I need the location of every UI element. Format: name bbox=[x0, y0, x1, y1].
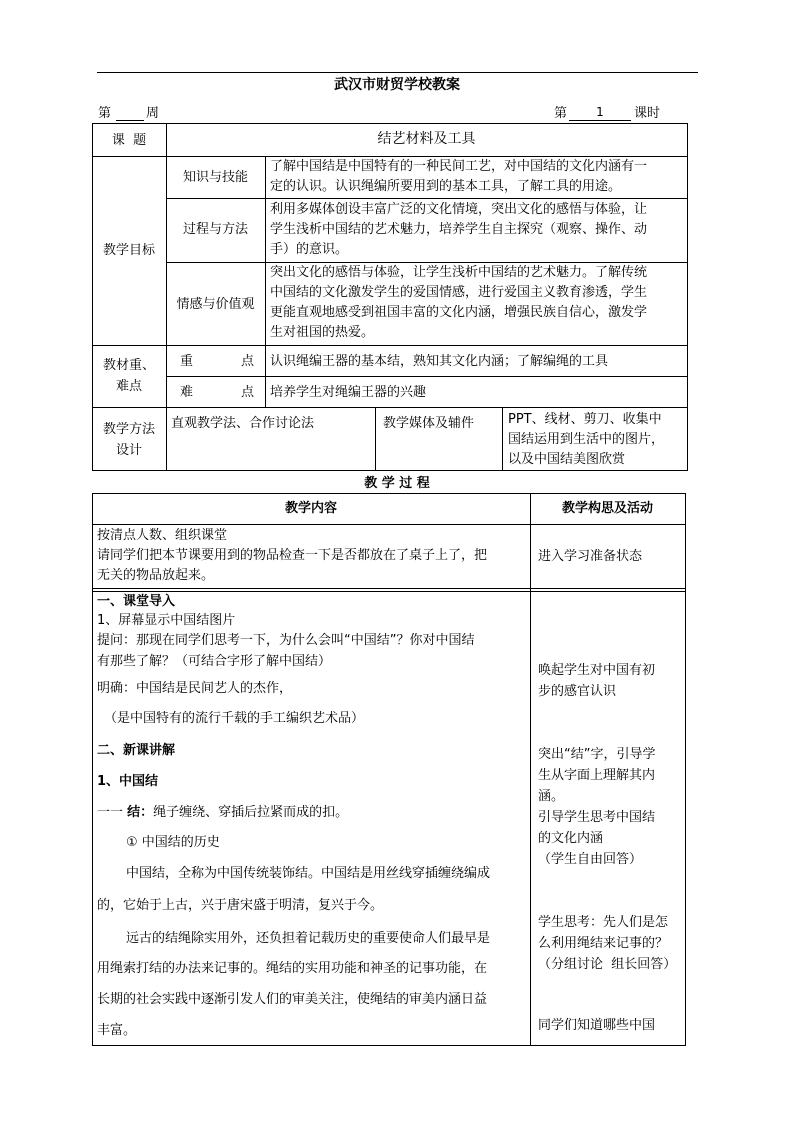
process-title: 教 学 过 程 bbox=[364, 476, 430, 491]
key-value: 认识绳编王器的基本结，熟知其文化内涵；了解编绳的工具 bbox=[270, 354, 609, 369]
header-rule bbox=[97, 72, 698, 73]
diff-label-a: 难 bbox=[180, 385, 194, 400]
lesson-value: 1 bbox=[596, 105, 604, 119]
lesson-suffix: 课时 bbox=[634, 106, 661, 121]
row1-activity: 进入学习准备状态 bbox=[538, 549, 643, 564]
objectives-label: 教学目标 bbox=[102, 243, 155, 258]
key-label-a: 重 bbox=[180, 354, 194, 369]
objective-label-process: 过程与方法 bbox=[182, 222, 248, 237]
chinese-knot-heading: 1、中国结 bbox=[97, 774, 159, 789]
history-heading: ① 中国结的历史 bbox=[126, 835, 220, 850]
col-header-activity: 教学构思及活动 bbox=[561, 501, 653, 516]
topic-value: 结艺材料及工具 bbox=[377, 131, 476, 147]
week-blank[interactable] bbox=[116, 104, 144, 121]
objective-label-knowledge: 知识与技能 bbox=[182, 170, 248, 185]
diff-value: 培养学生对绳编王器的兴趣 bbox=[270, 385, 427, 400]
lesson-prefix: 第 bbox=[554, 106, 568, 121]
lesson-blank[interactable] bbox=[569, 104, 631, 121]
week-suffix: 周 bbox=[146, 106, 160, 121]
key-label-b: 点 bbox=[241, 354, 255, 369]
topic-label: 课 题 bbox=[111, 133, 147, 148]
intro-heading: 一、课堂导入 bbox=[97, 594, 176, 609]
objective-label-emotion: 情感与价值观 bbox=[176, 297, 255, 312]
method-value: 直观教学法、合作讨论法 bbox=[171, 416, 315, 431]
diff-label-b: 点 bbox=[241, 385, 255, 400]
week-prefix: 第 bbox=[98, 106, 112, 121]
document-title: 武汉市财贸学校教案 bbox=[334, 77, 460, 93]
col-header-content: 教学内容 bbox=[284, 501, 337, 516]
media-label: 教学媒体及辅件 bbox=[383, 416, 475, 431]
new-lesson-heading: 二、新课讲解 bbox=[97, 743, 176, 758]
knot-definition: 一一 结：绳子缠绕、穿插后拉紧而成的扣。 bbox=[97, 805, 349, 820]
